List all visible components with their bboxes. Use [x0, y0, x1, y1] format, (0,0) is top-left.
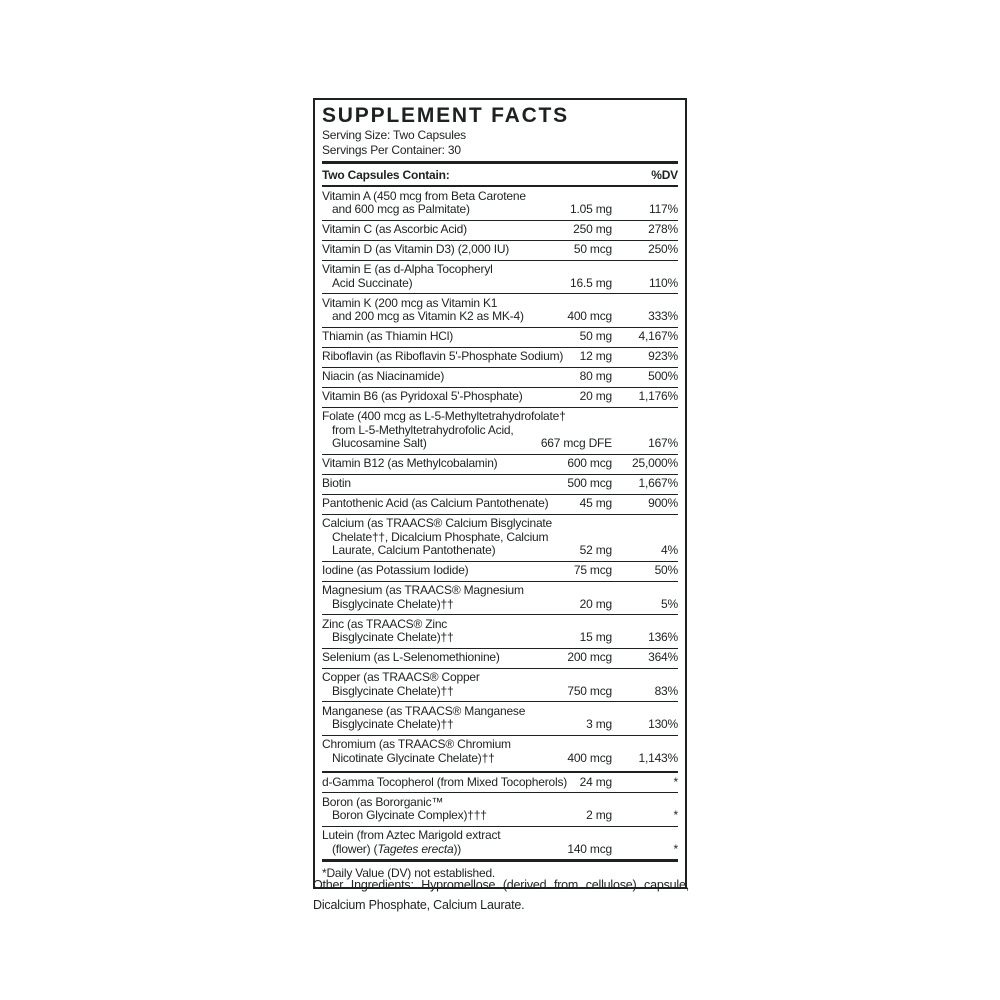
nutrient-name-line: Magnesium (as TRAACS® Magnesium: [322, 583, 524, 597]
nutrient-name-line: Lutein (from Aztec Marigold extract: [322, 828, 501, 842]
nutrient-row: [322, 494, 678, 514]
nutrient-name: [322, 330, 678, 344]
nutrient-daily-value: 83%: [654, 683, 678, 698]
dv-column-label: %DV: [651, 168, 678, 182]
nutrient-name-line: Laurate, Calcium Pantothenate): [332, 543, 496, 557]
nutrient-name: [322, 410, 678, 451]
nutrient-name-line: Folate (400 mcg as L-5-Methyltetrahydrofolate†: [322, 409, 566, 423]
nutrient-daily-value: 250%: [648, 242, 678, 256]
nutrient-name-line: Bisglycinate Chelate)††: [332, 630, 454, 644]
nutrient-amount: 15 mg: [579, 630, 612, 644]
nutrient-row: [322, 260, 678, 294]
nutrient-name: [322, 776, 678, 790]
nutrient-row: [322, 792, 678, 826]
nutrient-name-line: Bisglycinate Chelate)††: [332, 717, 454, 731]
nutrient-name: [322, 223, 678, 237]
nutrient-name-line: Manganese (as TRAACS® Manganese: [322, 703, 526, 718]
nutrient-name-line: and 200 mcg as Vitamin K2 as MK-4): [332, 309, 524, 323]
nutrient-amount: 500 mcg: [567, 476, 612, 490]
nutrient-amount: 52 mg: [579, 543, 612, 557]
nutrient-row: [322, 701, 678, 735]
nutrient-amount: 12 mg: [579, 349, 612, 363]
nutrient-row: [322, 561, 678, 581]
nutrient-row: [322, 826, 678, 860]
nutrient-name-line: Niacin (as Niacinamide): [322, 369, 445, 383]
nutrient-daily-value: 130%: [648, 717, 678, 731]
nutrient-name-line: Chromium (as TRAACS® Chromium: [322, 737, 511, 751]
nutrient-daily-value: 333%: [648, 309, 678, 323]
nutrient-amount: 16.5 mg: [570, 275, 612, 290]
nutrient-name-line: Riboflavin (as Riboflavin 5'-Phosphate Sodium): [322, 349, 564, 363]
nutrient-name-line: Thiamin (as Thiamin HCl): [322, 329, 454, 343]
panel-title: SUPPLEMENT FACTS: [322, 104, 569, 127]
nutrient-row: [322, 187, 678, 220]
nutrient-name-line: Chelate††, Dicalcium Phosphate, Calcium: [332, 529, 549, 544]
nutrient-daily-value: 50%: [654, 563, 678, 577]
nutrient-name: [322, 263, 678, 290]
nutrient-name-line: Biotin: [322, 476, 351, 490]
nutrient-daily-value: 4,167%: [638, 329, 678, 343]
nutrient-row: [322, 474, 678, 494]
nutrient-name: [322, 477, 678, 491]
nutrient-row: [322, 387, 678, 407]
nutrient-rows: [322, 187, 678, 859]
nutrient-row: [322, 735, 678, 769]
nutrient-name: [322, 390, 678, 404]
nutrient-name: [322, 796, 678, 823]
nutrient-name-line: and 600 mcg as Palmitate): [332, 202, 470, 216]
nutrient-amount: 600 mcg: [567, 456, 612, 470]
nutrient-name-line: Vitamin C (as Ascorbic Acid): [322, 222, 467, 236]
nutrient-amount: 50 mcg: [573, 242, 612, 256]
nutrient-row: [322, 771, 678, 792]
nutrient-name-line: Vitamin D (as Vitamin D3) (2,000 IU): [322, 242, 510, 256]
nutrient-amount: 3 mg: [586, 717, 612, 731]
nutrient-daily-value: *: [673, 841, 678, 856]
nutrient-name-line: Vitamin B12 (as Methylcobalamin): [322, 456, 498, 470]
dv-footnote: *Daily Value (DV) not established.: [322, 859, 678, 882]
nutrient-daily-value: 5%: [661, 596, 678, 611]
nutrient-amount: 20 mg: [579, 389, 612, 403]
nutrient-daily-value: 364%: [648, 650, 678, 664]
nutrient-name: [322, 738, 678, 765]
nutrient-daily-value: 500%: [648, 369, 678, 383]
nutrient-row: [322, 648, 678, 668]
nutrient-amount: 750 mcg: [567, 683, 612, 698]
nutrient-name: [322, 350, 678, 364]
nutrient-daily-value: 136%: [648, 630, 678, 644]
nutrient-daily-value: 110%: [648, 275, 678, 290]
nutrient-amount: 2 mg: [586, 808, 612, 822]
nutrient-name: [322, 517, 678, 558]
nutrient-row: [322, 327, 678, 347]
nutrient-name-line: Nicotinate Glycinate Chelate)††: [332, 750, 495, 765]
nutrient-row: [322, 514, 678, 561]
nutrient-daily-value: *: [673, 808, 678, 822]
nutrient-daily-value: 900%: [648, 496, 678, 510]
nutrient-name-line: Vitamin K (200 mcg as Vitamin K1: [322, 295, 498, 310]
nutrient-amount: 24 mg: [579, 774, 612, 789]
nutrient-name: [322, 564, 678, 578]
nutrient-name: [322, 457, 678, 471]
nutrient-daily-value: 278%: [648, 222, 678, 236]
nutrient-row: [322, 240, 678, 260]
nutrient-name-line: Acid Succinate): [332, 275, 413, 290]
nutrient-name-line: Selenium (as L-Selenomethionine): [322, 650, 500, 664]
nutrient-row: [322, 668, 678, 702]
nutrient-row: [322, 220, 678, 240]
nutrient-daily-value: 923%: [648, 349, 678, 363]
nutrient-name-line: (flower) (Tagetes erecta)): [332, 841, 462, 856]
servings-per-container: Servings Per Container: 30: [322, 143, 461, 157]
nutrient-row: [322, 367, 678, 387]
nutrient-amount: 20 mg: [579, 596, 612, 611]
nutrient-name-line: Zinc (as TRAACS® Zinc: [322, 616, 448, 631]
nutrient-amount: 667 mcg DFE: [540, 436, 612, 450]
nutrient-amount: 80 mg: [579, 369, 612, 383]
nutrient-name-line: Pantothenic Acid (as Calcium Pantothenate): [322, 496, 549, 510]
nutrient-name-line: Vitamin A (450 mcg from Beta Carotene: [322, 188, 526, 203]
serving-size: Serving Size: Two Capsules: [322, 128, 466, 142]
nutrient-amount: 250 mg: [573, 222, 612, 236]
nutrient-name-line: Copper (as TRAACS® Copper: [322, 670, 480, 684]
nutrient-name-line: from L-5-Methyltetrahydrofolic Acid,: [332, 422, 514, 437]
nutrient-name: [322, 651, 678, 665]
nutrient-daily-value: 117%: [648, 202, 678, 216]
columns-header: [322, 164, 678, 185]
nutrient-name-line: Glucosamine Salt): [332, 436, 427, 450]
nutrient-daily-value: 167%: [648, 436, 678, 450]
nutrient-name-line: Vitamin E (as d-Alpha Tocopheryl: [322, 262, 493, 276]
supplement-facts-panel: [313, 98, 687, 889]
nutrient-name: [322, 370, 678, 384]
nutrient-name: [322, 618, 678, 645]
nutrient-name: [322, 243, 678, 257]
nutrient-daily-value: 25,000%: [632, 456, 678, 470]
nutrient-name-line: Boron (as Bororganic™: [322, 794, 444, 809]
contain-column-label: Two Capsules Contain:: [322, 168, 450, 182]
nutrient-name-line: Vitamin B6 (as Pyridoxal 5'-Phosphate): [322, 389, 523, 403]
nutrient-amount: 200 mcg: [567, 650, 612, 664]
nutrient-daily-value: 1,667%: [638, 476, 678, 490]
other-ingredients: Other Ingredients: Hypromellose (derived from cellulose) capsule, Dicalcium Phosphate, Calcium Laurate.: [313, 878, 689, 912]
nutrient-name-line: Iodine (as Potassium Iodide): [322, 563, 469, 577]
nutrient-name-line: Calcium (as TRAACS® Calcium Bisglycinate: [322, 516, 553, 530]
nutrient-name: [322, 584, 678, 611]
nutrient-row: [322, 454, 678, 474]
nutrient-name: [322, 190, 678, 217]
nutrient-name: [322, 497, 678, 511]
nutrient-amount: 1.05 mg: [570, 202, 612, 216]
nutrient-amount: 140 mcg: [567, 841, 612, 856]
nutrient-row: [322, 347, 678, 367]
nutrient-row: [322, 407, 678, 454]
nutrient-name-line: Bisglycinate Chelate)††: [332, 683, 454, 698]
nutrient-name-line: Boron Glycinate Complex)†††: [332, 808, 487, 822]
nutrient-amount: 50 mg: [579, 329, 612, 343]
nutrient-name: [322, 671, 678, 698]
nutrient-daily-value: 1,143%: [638, 750, 678, 765]
nutrient-amount: 400 mcg: [567, 309, 612, 323]
nutrient-row: [322, 614, 678, 648]
nutrient-name: [322, 705, 678, 732]
nutrient-daily-value: 1,176%: [638, 389, 678, 403]
nutrient-daily-value: *: [673, 774, 678, 789]
nutrient-amount: 400 mcg: [567, 750, 612, 765]
nutrient-row: [322, 581, 678, 615]
nutrient-daily-value: 4%: [661, 543, 678, 557]
nutrient-name-line: d-Gamma Tocopherol (from Mixed Tocopherols): [322, 774, 568, 789]
nutrient-amount: 75 mcg: [573, 563, 612, 577]
nutrient-amount: 45 mg: [579, 496, 612, 510]
nutrient-name: [322, 829, 678, 856]
nutrient-row: [322, 293, 678, 327]
nutrient-name-line: Bisglycinate Chelate)††: [332, 596, 454, 611]
nutrient-name: [322, 297, 678, 324]
